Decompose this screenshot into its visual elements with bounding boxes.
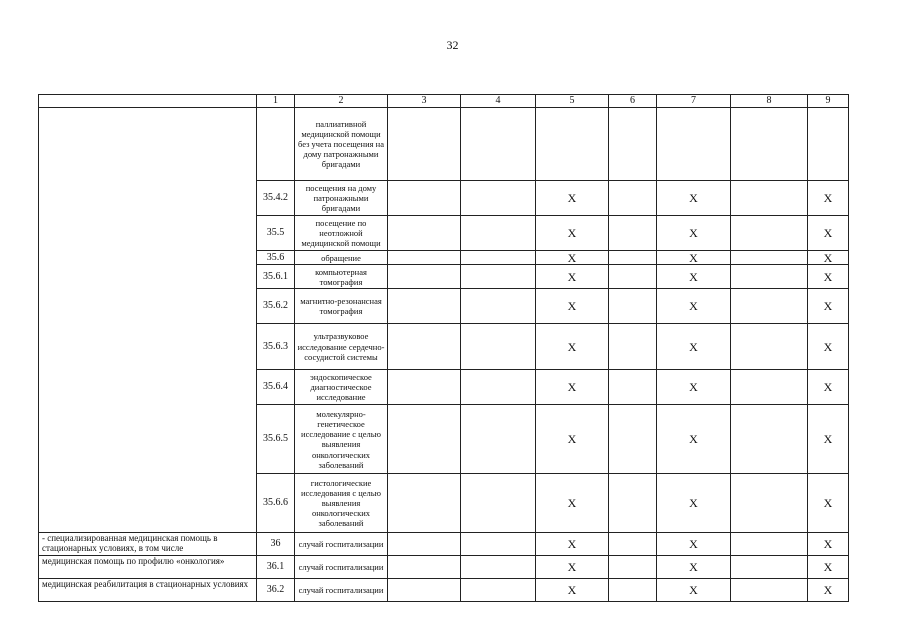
row-unit: посещения на дому патронажными бригадами [295, 181, 388, 216]
header-cell: 7 [657, 95, 731, 108]
cell-9: X [808, 216, 849, 251]
cell-7: X [657, 579, 731, 602]
row-unit: паллиативной медицинской помощи без учета посещения на дому патронажными бригадами [295, 108, 388, 181]
cell-8 [731, 289, 808, 324]
row-code: 35.6.5 [257, 405, 295, 474]
cell-4 [461, 108, 536, 181]
cell-3 [388, 108, 461, 181]
cell-5: X [536, 265, 609, 289]
cell-8 [731, 579, 808, 602]
cell-5: X [536, 370, 609, 405]
cell-7: X [657, 556, 731, 579]
row-code: 36.2 [257, 579, 295, 602]
header-cell: 1 [257, 95, 295, 108]
cell-5: X [536, 289, 609, 324]
cell-9 [808, 108, 849, 181]
row-label: - специализированная медицинская помощь в стационарных условиях, в том числе [39, 533, 257, 556]
cell-9: X [808, 289, 849, 324]
row-code: 36.1 [257, 556, 295, 579]
cell-5: X [536, 216, 609, 251]
cell-6 [609, 289, 657, 324]
cell-5: X [536, 181, 609, 216]
cell-4 [461, 370, 536, 405]
header-cell: 6 [609, 95, 657, 108]
cell-8 [731, 265, 808, 289]
cell-6 [609, 108, 657, 181]
cell-3 [388, 556, 461, 579]
header-cell: 5 [536, 95, 609, 108]
cell-9: X [808, 251, 849, 265]
cell-8 [731, 108, 808, 181]
cell-9: X [808, 533, 849, 556]
cell-3 [388, 405, 461, 474]
cell-5: X [536, 474, 609, 533]
cell-7: X [657, 265, 731, 289]
header-cell: 8 [731, 95, 808, 108]
row-unit: случай госпитализации [295, 533, 388, 556]
row-code: 35.6.3 [257, 324, 295, 370]
cell-4 [461, 265, 536, 289]
cell-7: X [657, 405, 731, 474]
row-unit: эндоскопическое диагностическое исследование [295, 370, 388, 405]
cell-5: X [536, 251, 609, 265]
cell-3 [388, 265, 461, 289]
row-code: 35.4.2 [257, 181, 295, 216]
cell-6 [609, 474, 657, 533]
cell-6 [609, 405, 657, 474]
cell-6 [609, 265, 657, 289]
row-code: 36 [257, 533, 295, 556]
cell-9: X [808, 474, 849, 533]
cell-8 [731, 251, 808, 265]
cell-4 [461, 289, 536, 324]
cell-7: X [657, 533, 731, 556]
cell-3 [388, 474, 461, 533]
cell-9: X [808, 405, 849, 474]
cell-9: X [808, 181, 849, 216]
cell-9: X [808, 579, 849, 602]
cell-5: X [536, 405, 609, 474]
cell-5: X [536, 533, 609, 556]
row-code: 35.6.1 [257, 265, 295, 289]
cell-6 [609, 216, 657, 251]
header-cell: 3 [388, 95, 461, 108]
table-row [39, 533, 849, 556]
table-row [39, 556, 849, 579]
cell-7: X [657, 474, 731, 533]
cell-7: X [657, 181, 731, 216]
row-code: 35.6.2 [257, 289, 295, 324]
cell-3 [388, 181, 461, 216]
cell-7: X [657, 324, 731, 370]
cell-3 [388, 370, 461, 405]
row-unit: молекулярно-генетическое исследование с целью выявления онкологических заболеваний [295, 405, 388, 474]
cell-8 [731, 556, 808, 579]
header-row [39, 95, 849, 108]
row-label: медицинская реабилитация в стационарных условиях [39, 579, 257, 602]
cell-4 [461, 405, 536, 474]
row-code: 35.5 [257, 216, 295, 251]
cell-8 [731, 474, 808, 533]
cell-6 [609, 251, 657, 265]
header-cell: 2 [295, 95, 388, 108]
table-row [39, 108, 849, 181]
cell-4 [461, 216, 536, 251]
cell-7: X [657, 370, 731, 405]
row-unit: посещение по неотложной медицинской помощи [295, 216, 388, 251]
cell-4 [461, 533, 536, 556]
cell-3 [388, 324, 461, 370]
row-unit: магнитно-резонансная томография [295, 289, 388, 324]
row-unit: гистологические исследования с целью выявления онкологических заболеваний [295, 474, 388, 533]
cell-9: X [808, 265, 849, 289]
cell-4 [461, 251, 536, 265]
cell-6 [609, 181, 657, 216]
cell-3 [388, 533, 461, 556]
cell-4 [461, 181, 536, 216]
row-code: 35.6.4 [257, 370, 295, 405]
cell-4 [461, 579, 536, 602]
cell-6 [609, 324, 657, 370]
row-code: 35.6.6 [257, 474, 295, 533]
row-code: 35.6 [257, 251, 295, 265]
cell-6 [609, 579, 657, 602]
cell-8 [731, 181, 808, 216]
cell-4 [461, 556, 536, 579]
header-cell [39, 95, 257, 108]
cell-5: X [536, 579, 609, 602]
cell-5: X [536, 324, 609, 370]
header-cell: 9 [808, 95, 849, 108]
cell-6 [609, 556, 657, 579]
cell-4 [461, 324, 536, 370]
cell-8 [731, 216, 808, 251]
row-unit: обращение [295, 251, 388, 265]
cell-8 [731, 533, 808, 556]
cell-3 [388, 579, 461, 602]
cell-9: X [808, 370, 849, 405]
cell-3 [388, 251, 461, 265]
cell-7: X [657, 216, 731, 251]
row-label [39, 108, 257, 533]
cell-7: X [657, 251, 731, 265]
row-unit: случай госпитализации [295, 579, 388, 602]
cell-3 [388, 289, 461, 324]
cell-4 [461, 474, 536, 533]
page-number: 32 [446, 38, 459, 52]
cell-6 [609, 370, 657, 405]
cell-7: X [657, 289, 731, 324]
row-unit: ультразвуковое исследование сердечно-сосудистой системы [295, 324, 388, 370]
cell-9: X [808, 324, 849, 370]
header-cell: 4 [461, 95, 536, 108]
cell-8 [731, 405, 808, 474]
row-unit: случай госпитализации [295, 556, 388, 579]
cell-8 [731, 324, 808, 370]
cell-9: X [808, 556, 849, 579]
cell-3 [388, 216, 461, 251]
indicator-table [38, 94, 849, 602]
cell-8 [731, 370, 808, 405]
row-unit: компьютерная томография [295, 265, 388, 289]
row-label: медицинская помощь по профилю «онкология» [39, 556, 257, 579]
cell-5: X [536, 556, 609, 579]
cell-5 [536, 108, 609, 181]
cell-6 [609, 533, 657, 556]
row-code [257, 108, 295, 181]
table-row [39, 579, 849, 602]
cell-7 [657, 108, 731, 181]
